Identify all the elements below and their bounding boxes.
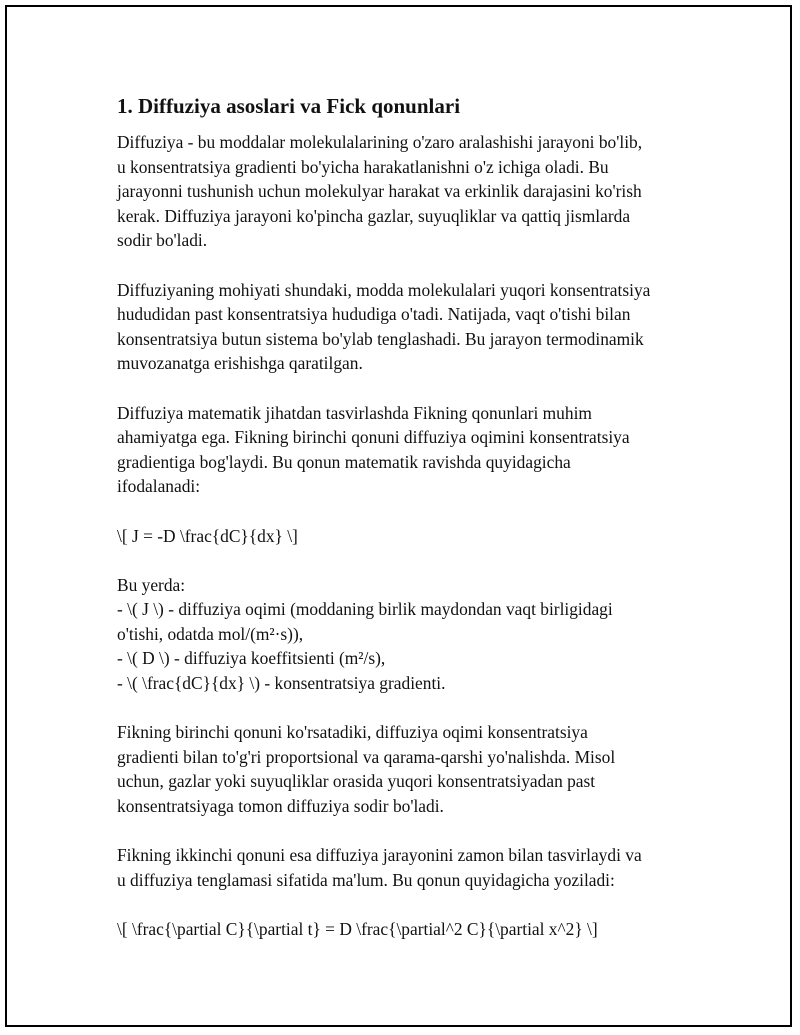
paragraph-fick-intro: Diffuziya matematik jihatdan tasvirlashda Fikning qonunlari muhim ahamiyatga ega. Fikning birinchi qonuni diffuziya oqimini konsentratsiya gradientiga bog'laydi. Bu qonun matematik ravishda quyidagicha ifodalanadi: xyxy=(117,402,630,497)
paragraph-diffusion-definition: Diffuziya - bu moddalar molekulalarining o'zaro aralashishi jarayoni bo'lib, u konsentratsiya gradienti bo'yicha harakatlanishni o'z ichiga oladi. Bu jarayonni tushunish uchun molekulyar harakat va erkinlik darajasini ko'rish kerak. Diffuziya jarayoni ko'pincha gazlar, suyuqliklar va qattiq jismlarda sodir bo'ladi. xyxy=(117,132,643,251)
equation-fick-second-law: \[ \frac{\partial C}{\partial t} = D \frac{\partial^2 C}{\partial x^2} \] xyxy=(117,919,598,939)
paragraph-fick-second-law-intro: Fikning ikkinchi qonuni esa diffuziya jarayonini zamon bilan tasvirlaydi va u diffuziya tenglamasi sifatida ma'lum. Bu qonun quyidagicha yoziladi: xyxy=(117,845,642,890)
paragraph-diffusion-essence: Diffuziyaning mohiyati shundaki, modda molekulalari yuqori konsentratsiya hududidan past konsentratsiya hududiga o'tadi. Natijada, vaqt o'tishi bilan konsentratsiya butun sistema bo'ylab tenglashadi. Bu jarayon termodinamik muvozanatga erishishga qaratilgan. xyxy=(117,279,651,374)
equation-fick-first-law: \[ J = -D \frac{dC}{dx} \] xyxy=(117,525,298,546)
document-body xyxy=(117,92,689,942)
paragraph-variable-definitions: Bu yerda: - \( J \) - diffuziya oqimi (moddaning birlik maydondan vaqt birligidagi o'tishi, odatda mol/(m²·s)), - \( D \) - diffuziya koeffitsienti (m²/s), - \( \frac{dC}{dx} \) - konsentratsiya gradienti. xyxy=(117,574,613,694)
section-title: 1. Diffuziya asoslari va Fick qonunlari xyxy=(117,94,461,118)
paragraph-fick-first-law-explanation: Fikning birinchi qonuni ko'rsatadiki, diffuziya oqimi konsentratsiya gradienti bilan to'g'ri proportsional va qarama-qarshi yo'nalishda. Misol uchun, gazlar yoki suyuqliklar orasida yuqori konsentratsiyadan past konsentratsiyaga tomon diffuziya sodir bo'ladi. xyxy=(117,722,616,817)
